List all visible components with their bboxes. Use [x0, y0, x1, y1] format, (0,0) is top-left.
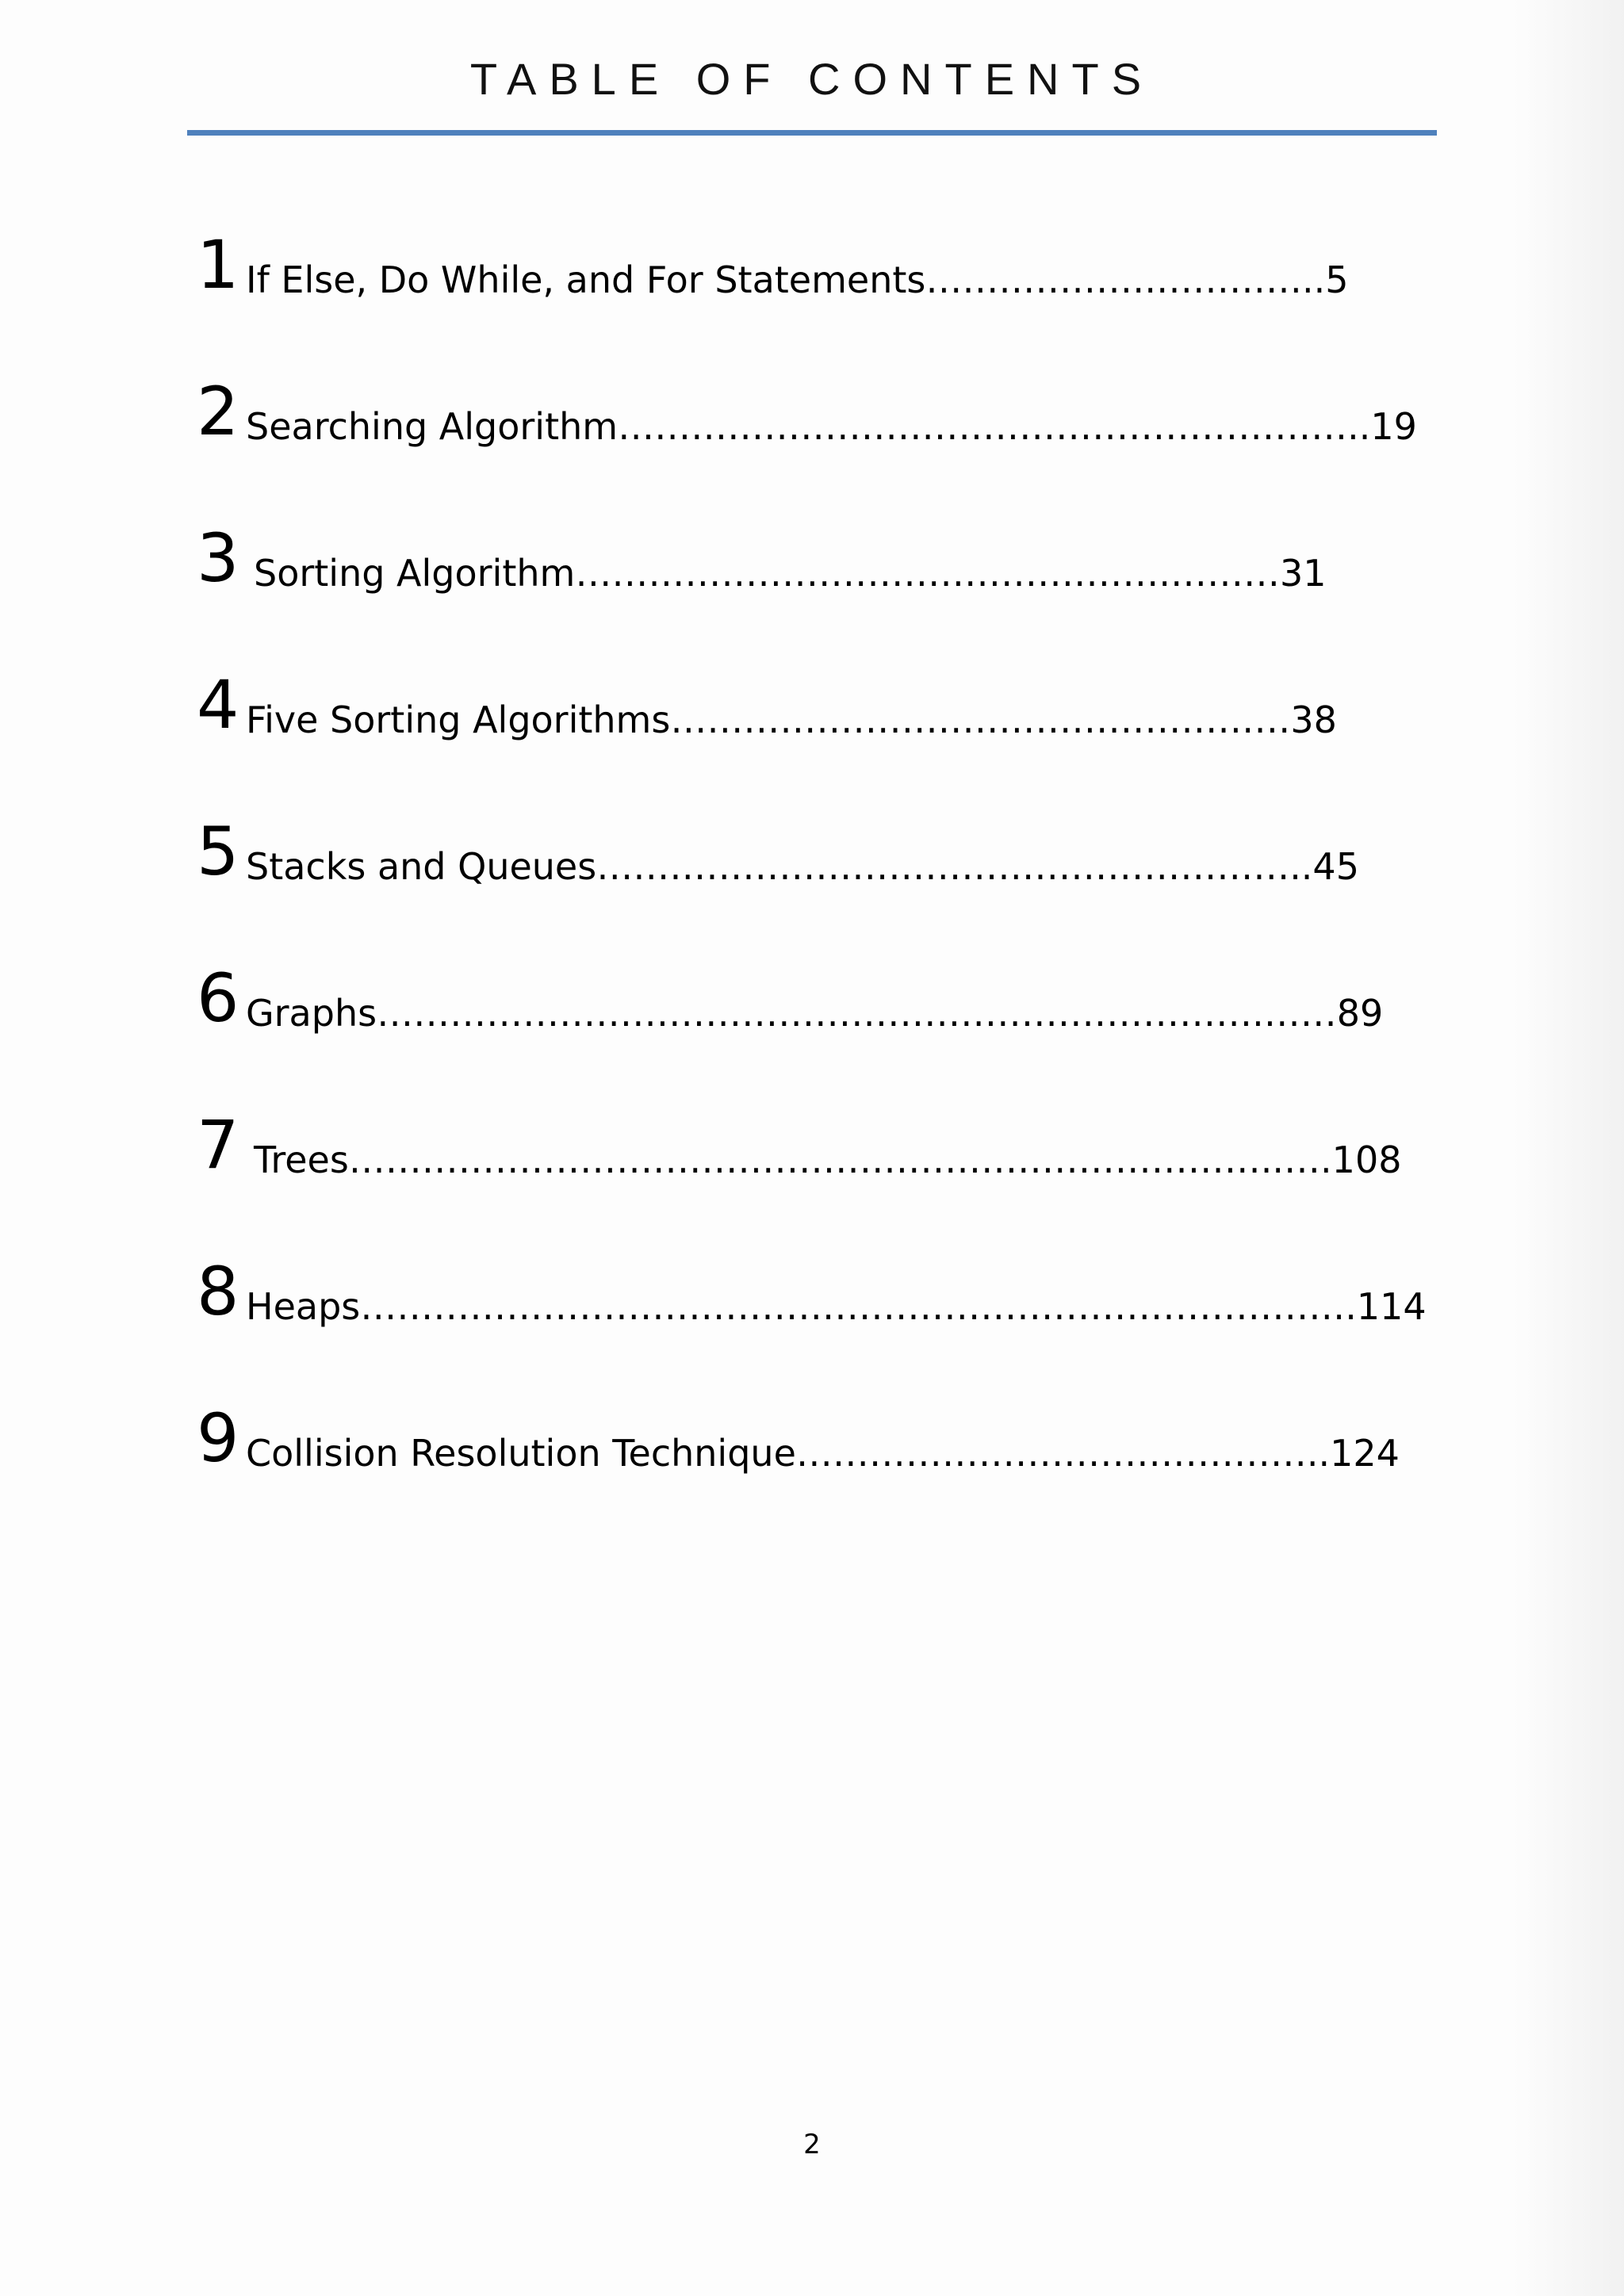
title-underline	[187, 130, 1437, 136]
toc-entry-text: If Else, Do While, and For Statements……………….…………..5	[246, 258, 1349, 301]
toc-entry-text: Searching Algorithm……………………………………………………..19	[246, 405, 1417, 448]
toc-entry-text: Collision Resolution Technique……………………………………..124	[246, 1432, 1400, 1475]
toc-entry-number: 6	[197, 959, 239, 1037]
toc-entry-number: 4	[197, 666, 239, 744]
toc-entry-text: Sorting Algorithm………………………………………….………31	[254, 552, 1327, 595]
toc-entry-9[interactable]	[197, 1397, 1400, 1544]
toc-entry-text: Heaps……………………………………………………………………….114	[246, 1285, 1427, 1328]
toc-entry-4[interactable]	[197, 664, 1386, 810]
page-shadow-edge	[1513, 0, 1624, 2296]
toc-title: TABLE OF CONTENTS	[469, 54, 1155, 104]
toc-entry-8[interactable]	[197, 1250, 1427, 1397]
toc-entry-number: 3	[197, 519, 239, 597]
toc-entry-number: 5	[197, 813, 239, 890]
toc-entry-text: Graphs……………………………………………………………….……89	[246, 992, 1384, 1035]
toc-entry-3[interactable]	[197, 517, 1386, 664]
toc-entry-number: 9	[197, 1399, 239, 1477]
toc-entry-text: Stacks and Queues…………………………………………………..45	[246, 845, 1359, 888]
toc-entry-text: Five Sorting Algorithms……………………………………………38	[246, 698, 1337, 741]
toc-entry-6[interactable]	[197, 957, 1386, 1104]
toc-entry-7[interactable]	[197, 1104, 1402, 1250]
toc-entry-text: Trees…………………………………………………………………..….108	[254, 1138, 1402, 1181]
toc-entry-1[interactable]	[197, 224, 1386, 370]
toc-entry-number: 2	[197, 373, 239, 450]
toc-entry-5[interactable]	[197, 810, 1386, 957]
toc-entry-number: 8	[197, 1253, 239, 1330]
toc-entry-number: 7	[197, 1106, 239, 1184]
toc-entry-number: 1	[197, 226, 239, 304]
toc-entry-2[interactable]	[197, 370, 1417, 517]
page-number: 2	[803, 2129, 821, 2160]
toc-list	[197, 224, 1427, 1544]
